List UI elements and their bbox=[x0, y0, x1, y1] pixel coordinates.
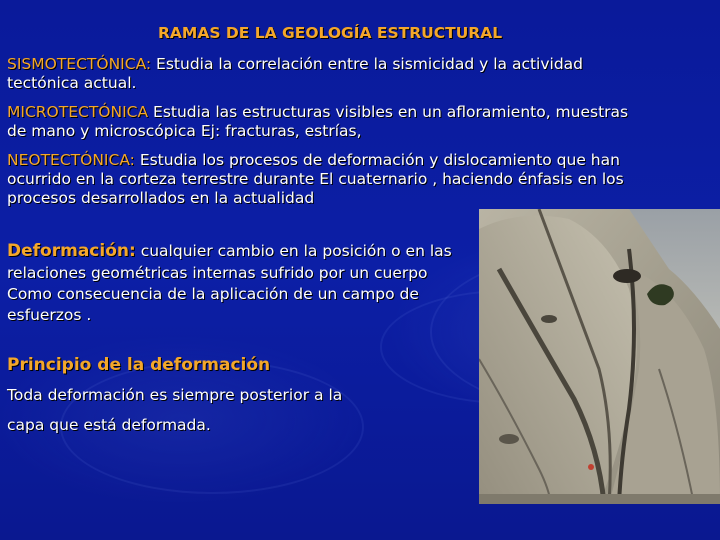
principio-line-1: Toda deformación es siempre posterior a la bbox=[7, 386, 343, 404]
neotectonica-line-1 bbox=[7, 151, 620, 170]
principio-heading: Principio de la deformación bbox=[7, 355, 271, 375]
deformacion-line-1 bbox=[7, 242, 452, 261]
microtectonica-line-1 bbox=[7, 103, 628, 122]
sismotectonica-text: Estudia la correlación entre la sismicidad y la actividad bbox=[151, 55, 584, 73]
neotectonica-line-2: ocurrido en la corteza terrestre durante El cuaternario , haciendo énfasis en los bbox=[7, 170, 624, 188]
sismotectonica-line-1 bbox=[7, 55, 583, 74]
microtectonica-term: MICROTECTÓNICA bbox=[7, 103, 149, 121]
sismotectonica-term: SISMOTECTÓNICA: bbox=[7, 55, 152, 73]
deformacion-line-2: relaciones geométricas internas sufrido por un cuerpo bbox=[7, 264, 428, 282]
slide-title: RAMAS DE LA GEOLOGÍA ESTRUCTURAL bbox=[158, 24, 503, 42]
neotectonica-line-3: procesos desarrollados en la actualidad bbox=[7, 189, 315, 207]
microtectonica-text: Estudia las estructuras visibles en un afloramiento, muestras bbox=[148, 103, 629, 121]
deformacion-text: cualquier cambio en la posición o en las bbox=[135, 242, 452, 260]
sismotectonica-line-2: tectónica actual. bbox=[7, 74, 137, 92]
deformacion-line-4: esfuerzos . bbox=[7, 306, 92, 324]
rock-outcrop-photo bbox=[479, 209, 720, 504]
deformacion-term: Deformación: bbox=[7, 241, 136, 261]
neotectonica-term: NEOTECTÓNICA: bbox=[7, 151, 135, 169]
deformacion-line-3: Como consecuencia de la aplicación de un campo de bbox=[7, 285, 419, 303]
rock-outcrop-icon bbox=[479, 209, 720, 504]
microtectonica-line-2: de mano y microscópica Ej: fracturas, estrías, bbox=[7, 122, 362, 140]
principio-line-2: capa que está deformada. bbox=[7, 416, 211, 434]
neotectonica-text: Estudia los procesos de deformación y dislocamiento que han bbox=[134, 151, 620, 169]
